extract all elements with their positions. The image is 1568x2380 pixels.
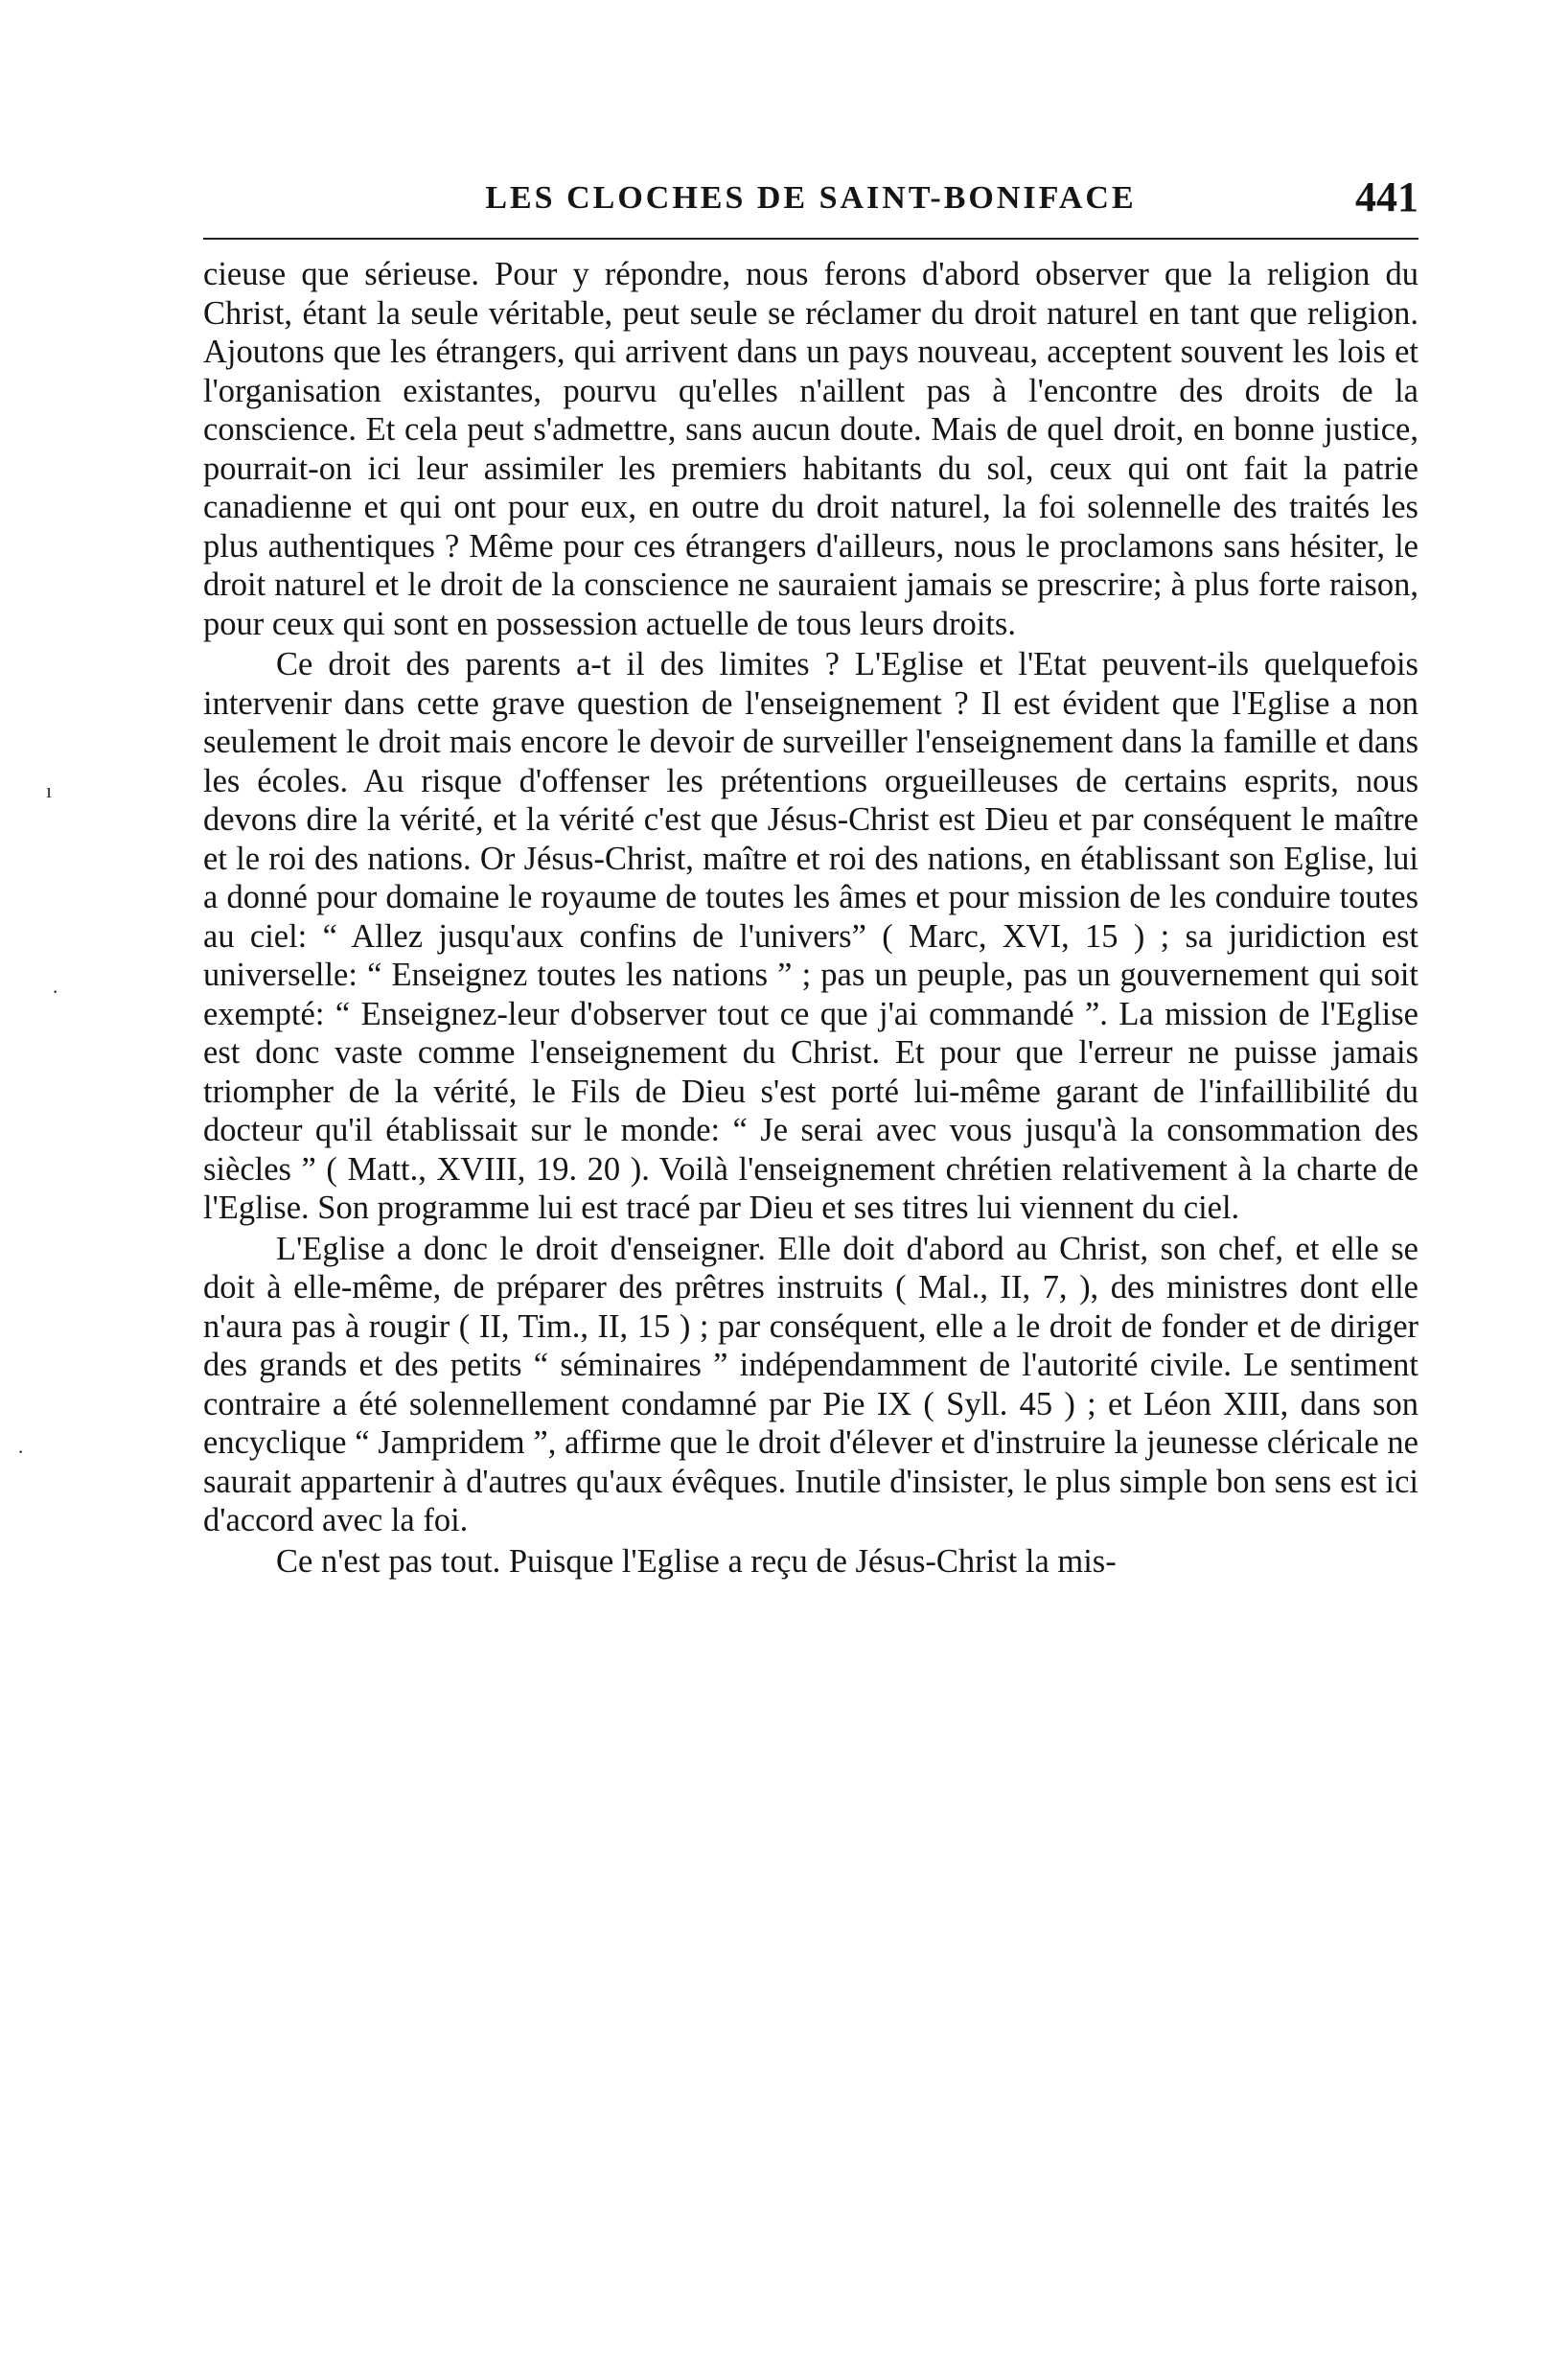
paragraph-parents-rights: Ce droit des parents a-t il des limites ? L'Eglise et l'Etat peuvent-ils quelquefois intervenir dans cette grave question de l'enseignement ? Il est évident que l'Eglise a non seulement le droit mais encore le devoir de surveiller l'enseignement dans la famille et dans les écoles. Au risque d'offenser les prétentions orgueilleuses de certains esprits, nous devons dire la vérité, et la vérité c'est que Jésus-Christ est Dieu et par conséquent le maître et le roi des nations. Or Jésus-Christ, maître et roi des nations, en établissant son Eglise, lui a donné pour domaine le royaume de toutes les âmes et pour mission de les conduire toutes au ciel: “ Allez jusqu'aux confins de l'univers” ( Marc, XVI, 15 ) ; sa juridiction est universelle: “ Enseignez toutes les nations ” ; pas un peuple, pas un gouvernement qui soit exempté: “ Enseignez-leur d'observer tout ce que j'ai commandé ”. La mission de l'Eglise est donc vaste comme l'enseignement du Christ. Et pour que l'erreur ne puisse jamais triompher de la vérité, le Fils de Dieu s'est porté lui-même garant de l'infaillibilité du docteur qu'il établissait sur le monde: “ Je serai avec vous jusqu'à la consommation des siècles ” ( Matt., XVIII, 19. 20 ). Voilà l'enseignement chrétien relativement à la charte de l'Eglise. Son programme lui est tracé par Dieu et ses titres lui viennent du ciel. bbox=[203, 646, 1418, 1226]
page-header bbox=[203, 173, 1418, 234]
page-number: 441 bbox=[1355, 173, 1418, 220]
margin-speck: · bbox=[17, 1440, 25, 1464]
running-title: LES CLOCHES DE SAINT-BONIFACE bbox=[485, 180, 1137, 216]
book-page bbox=[203, 173, 1418, 1581]
margin-speck: ı bbox=[46, 778, 53, 802]
body-text bbox=[203, 255, 1418, 1581]
margin-speck: · bbox=[52, 980, 59, 1004]
header-rule bbox=[203, 238, 1418, 240]
paragraph-final: Ce n'est pas tout. Puisque l'Eglise a reçu de Jésus-Christ la mis- bbox=[276, 1542, 1117, 1580]
paragraph-church-teaching: L'Eglise a donc le droit d'enseigner. Elle doit d'abord au Christ, son chef, et elle se doit à elle-même, de préparer des prêtres instruits ( Mal., II, 7, ), des ministres dont elle n'aura pas à rougir ( II, Tim., II, 15 ) ; par conséquent, elle a le droit de fonder et de diriger des grands et des petits “ séminaires ” indépendamment de l'autorité civile. Le sentiment contraire a été solennellement condamné par Pie IX ( Syll. 45 ) ; et Léon XIII, dans son encyclique “ Jampridem ”, affirme que le droit d'élever et d'instruire la jeunesse cléricale ne saurait appartenir à d'autres qu'aux évêques. Inutile d'insister, le plus simple bon sens est ici d'accord avec la foi. bbox=[203, 1230, 1418, 1538]
paragraph-continuation: cieuse que sérieuse. Pour y répondre, nous ferons d'abord observer que la religion du Christ, étant la seule véritable, peut seule se réclamer du droit naturel en tant que religion. Ajoutons que les étrangers, qui arrivent dans un pays nouveau, acceptent souvent les lois et l'organisation existantes, pourvu qu'elles n'aillent pas à l'encontre des droits de la conscience. Et cela peut s'admettre, sans aucun doute. Mais de quel droit, en bonne justice, pourrait-on ici leur assimiler les premiers habitants du sol, ceux qui ont fait la patrie canadienne et qui ont pour eux, en outre du droit naturel, la foi solennelle des traités les plus authentiques ? Même pour ces étrangers d'ailleurs, nous le proclamons sans hésiter, le droit naturel et le droit de la conscience ne sauraient jamais se prescrire; à plus forte raison, pour ceux qui sont en possession actuelle de tous leurs droits. bbox=[203, 256, 1418, 642]
